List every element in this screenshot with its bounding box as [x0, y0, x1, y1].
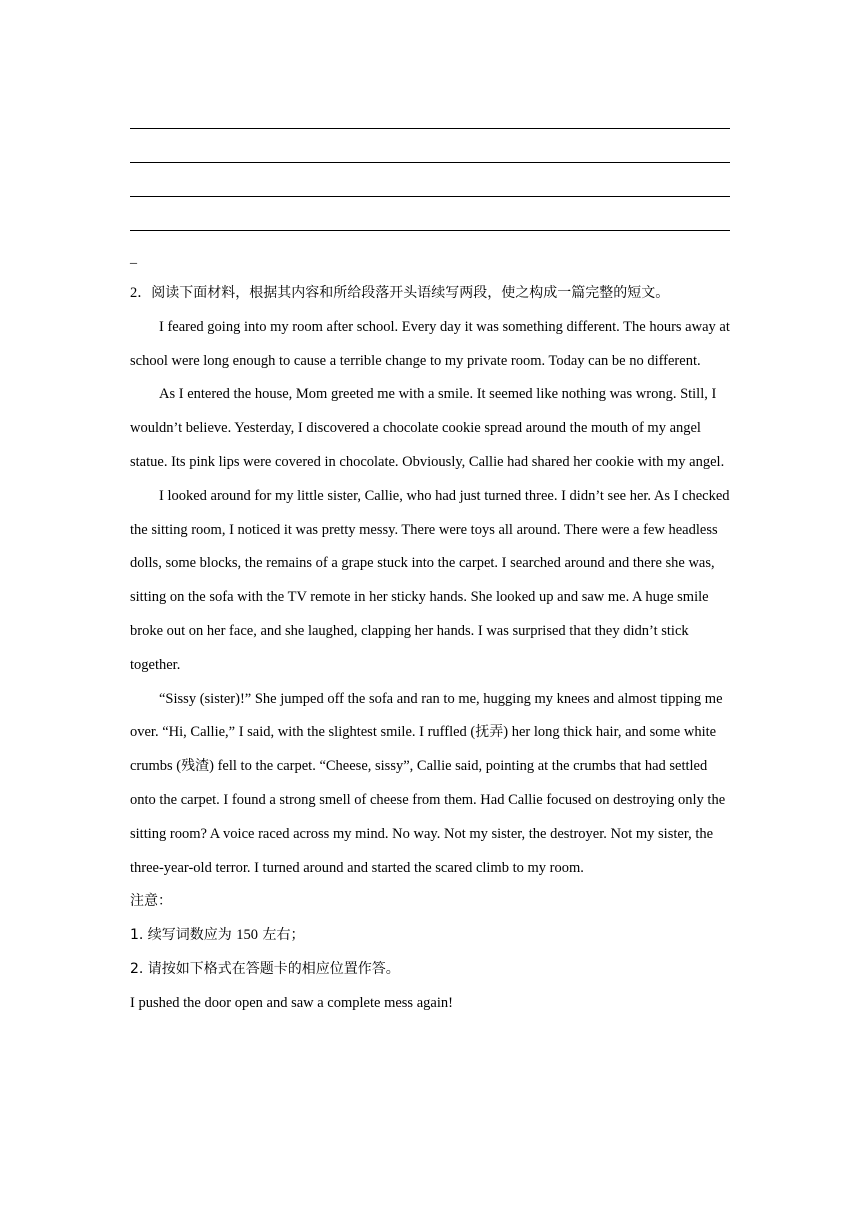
question-content: [130, 277, 730, 1021]
story-paragraph-4: [130, 683, 730, 886]
story-paragraph-4-part-1: “Sissy (sister)!” She jumped off the sofa and ran to me, hugging my knees and almost tipping me over. “Hi, Callie,” I said, with the slightest smile. I ruffled (: [130, 690, 723, 741]
answer-line: [130, 196, 730, 197]
story-paragraph-4-part-2: ) her long thick hair, and some white crumbs (: [130, 724, 717, 775]
question-instruction-text: ．阅读下面材料，根据其内容和所给段落开头语续写两段，使之构成一篇完整的短文。: [137, 285, 670, 301]
story-paragraph-2: As I entered the house, Mom greeted me with a smile. It seemed like nothing was wrong. Still, I wouldn’t believe. Yesterday, I discovered a chocolate cookie spread around the mouth of my angel statue. Its pink lips were covered in chocolate. Obviously, Callie had shared her cookie with my angel.: [130, 386, 725, 470]
notes-heading: 注意：: [130, 893, 172, 910]
notes-item-2: 2. 请按如下格式在答题卡的相应位置作答。: [130, 960, 400, 977]
story-paragraph-1: I feared going into my room after school. Every day it was something different. The hours away at school were long enough to cause a terrible change to my private room. Today can be no different.: [130, 318, 730, 369]
story-paragraph-4-part-3: ) fell to the carpet. “Cheese, sissy”, Callie said, pointing at the crumbs that had settled onto the carpet. I found a strong smell of cheese from them. Had Callie focused on destroying only the sitting room? A voice raced across my mind. No way. Not my sister, the destroyer. Not my sister, the three-year-old terror. I turned around and started the scared climb to my room.: [130, 758, 726, 876]
answer-line: [130, 230, 730, 231]
story-paragraph-3: I looked around for my little sister, Callie, who had just turned three. I didn’t see her. As I checked the sitting room, I noticed it was pretty messy. There were toys all around. There were a few headless dolls, some blocks, the remains of a grape stuck into the carpet. I searched around and there she was, sitting on the sofa with the TV remote in her sticky hands. She looked up and saw me. A huge smile broke out on her face, and she laughed, clapping her hands. I was surprised that they didn’t stick together.: [130, 487, 730, 673]
notes-item-1-prefix: 1. 续写词数应为: [130, 927, 237, 944]
question-instruction: [130, 277, 730, 311]
answer-line: [130, 162, 730, 163]
answer-line: [130, 128, 730, 129]
notes-item-1: [130, 919, 730, 953]
gloss-crumbs: 残渣: [181, 758, 210, 775]
notes-item-1-suffix: 左右；: [258, 927, 305, 944]
answer-line-end-dash: _: [130, 251, 137, 266]
gloss-ruffled: 抚弄: [475, 724, 504, 741]
question-number: 2: [130, 285, 138, 301]
notes-item-1-number: 150: [236, 927, 259, 944]
continuation-start-sentence: I pushed the door open and saw a complete mess again!: [130, 994, 453, 1011]
